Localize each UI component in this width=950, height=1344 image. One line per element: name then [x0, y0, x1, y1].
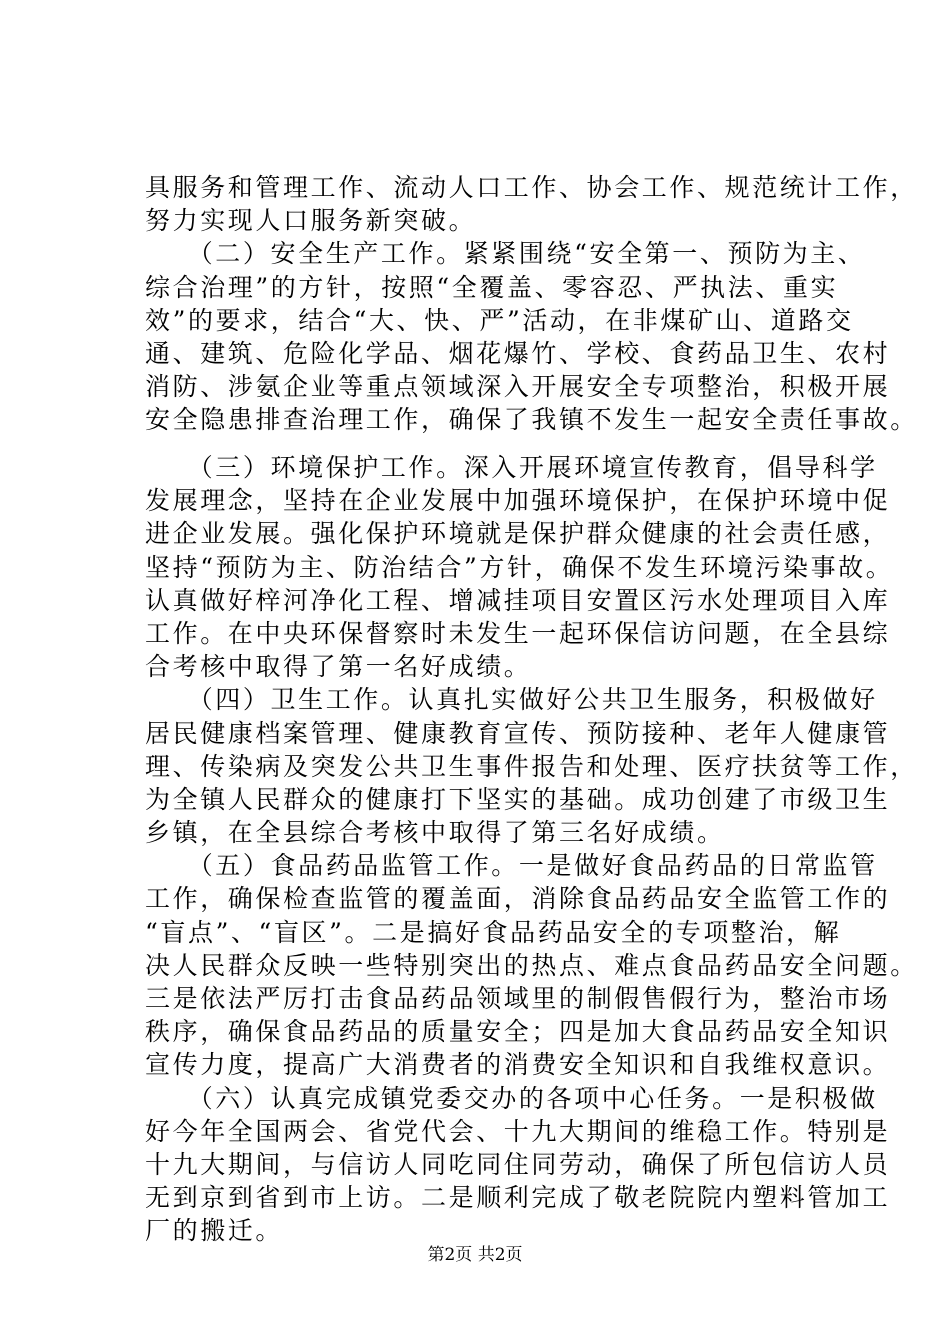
text-line: 三是依法严厉打击食品药品领域里的制假售假行为，整治市场 [145, 984, 891, 1013]
text-line: 理、传染病及突发公共卫生事件报告和处理、医疗扶贫等工作， [145, 751, 918, 781]
text-line: 具服务和管理工作、流动人口工作、协会工作、规范统计工作， [145, 173, 918, 202]
text-line: 消防、涉氨企业等重点领域深入开展安全专项整治，积极开展 [145, 372, 891, 402]
text-line: 工作，确保检查监管的覆盖面，消除食品药品安全监管工作的 [145, 884, 891, 914]
text-line: 发展理念，坚持在企业发展中加强环境保护，在保护环境中促 [145, 486, 891, 516]
text-line: 合考核中取得了第一名好成绩。 [145, 652, 532, 682]
text-line: 居民健康档案管理、健康教育宣传、预防接种、老年人健康管 [145, 718, 891, 748]
text-line: 安全隐患排查治理工作，确保了我镇不发生一起安全责任事故。 [145, 405, 918, 435]
text-line: 进企业发展。强化保护环境就是保护群众健康的社会责任感， [145, 519, 891, 549]
text-line: （五）食品药品监管工作。一是做好食品药品的日常监管 [145, 851, 878, 881]
text-line: 坚持“预防为主、防治结合”方针，确保不发生环境污染事故。 [145, 552, 894, 582]
text-line: （六）认真完成镇党委交办的各项中心任务。一是积极做 [145, 1083, 878, 1113]
text-line: 决人民群众反映一些特别突出的热点、难点食品药品安全问题。 [145, 950, 918, 980]
text-line: 十九大期间，与信访人同吃同住同劳动，确保了所包信访人员 [145, 1149, 891, 1179]
text-line: （四）卫生工作。认真扎实做好公共卫生服务，积极做好 [145, 685, 878, 715]
text-line: 好今年全国两会、省党代会、十九大期间的维稳工作。特别是 [145, 1116, 891, 1146]
text-line: 综合治理”的方针，按照“全覆盖、零容忍、严执法、重实 [145, 272, 839, 302]
text-line: 秩序，确保食品药品的质量安全；四是加大食品药品安全知识 [145, 1017, 891, 1047]
text-line: 厂的搬迁。 [145, 1216, 284, 1246]
text-line: （二）安全生产工作。紧紧围绕“安全第一、预防为主、 [145, 239, 866, 269]
text-line: 工作。在中央环保督察时未发生一起环保信访问题，在全县综 [145, 618, 891, 648]
text-line: 乡镇，在全县综合考核中取得了第三名好成绩。 [145, 818, 725, 848]
text-line: “盲点”、“盲区”。二是搞好食品药品安全的专项整治，解 [145, 917, 842, 947]
text-line: 效”的要求，结合“大、快、严”活动，在非煤矿山、道路交 [145, 305, 854, 335]
text-line: 为全镇人民群众的健康打下坚实的基础。成功创建了市级卫生 [145, 784, 891, 814]
text-line: 通、建筑、危险化学品、烟花爆竹、学校、食药品卫生、农村 [145, 338, 891, 368]
text-line: （三）环境保护工作。深入开展环境宣传教育，倡导科学 [145, 453, 878, 482]
text-line: 认真做好梓河净化工程、增减挂项目安置区污水处理项目入库 [145, 585, 891, 615]
text-line: 宣传力度，提高广大消费者的消费安全知识和自我维权意识。 [145, 1050, 891, 1080]
text-block-main [145, 451, 918, 1248]
text-block-top [145, 171, 918, 437]
text-line: 无到京到省到市上访。二是顺利完成了敬老院院内塑料管加工 [145, 1183, 891, 1213]
page-number-footer: 第2页 共2页 [427, 1245, 523, 1265]
text-line: 努力实现人口服务新突破。 [145, 206, 477, 236]
